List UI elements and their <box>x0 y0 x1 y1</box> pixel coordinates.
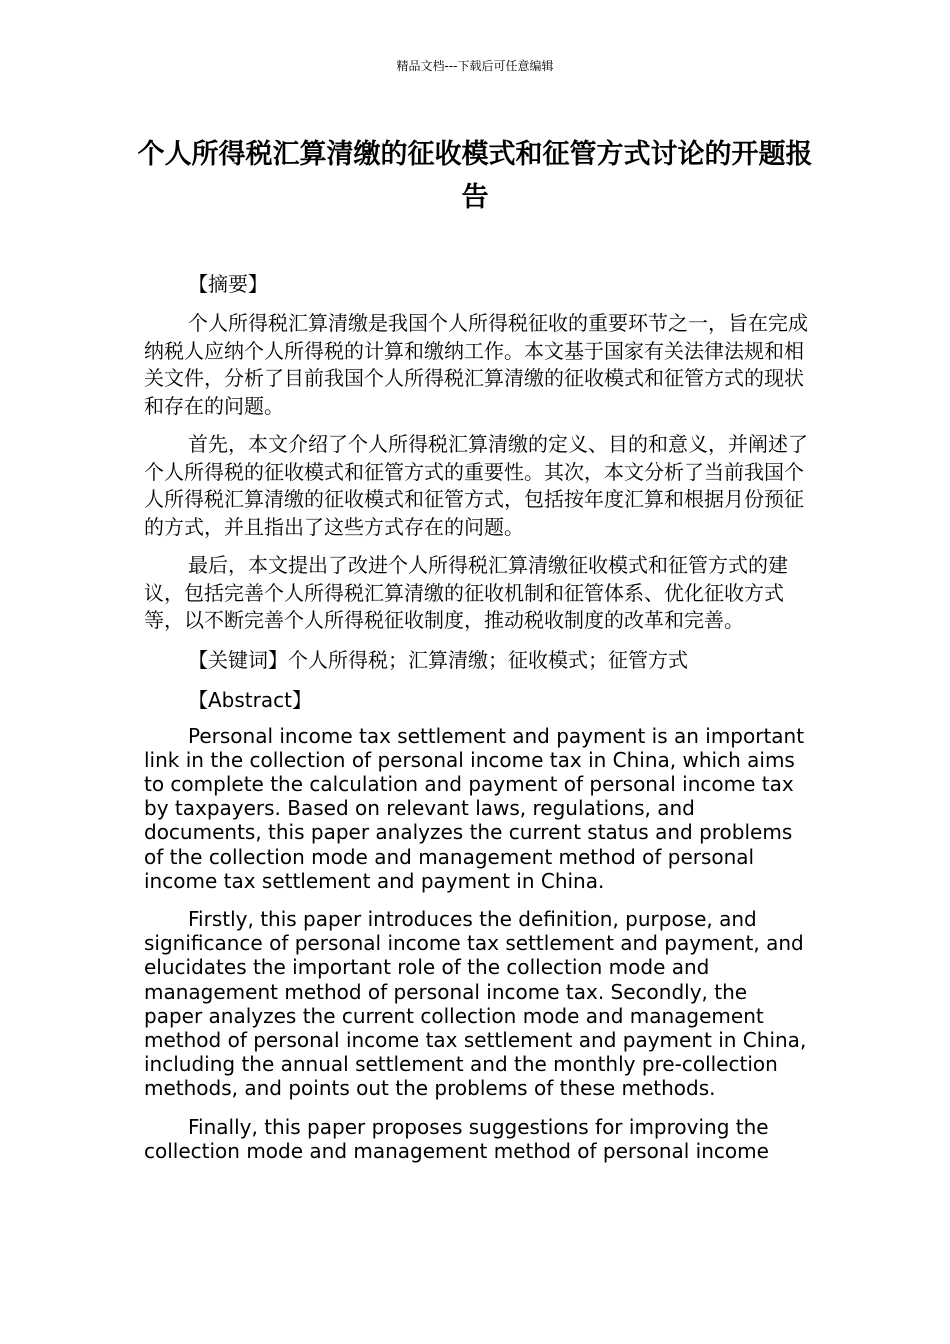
abstract-zh-paragraph-1: 个人所得税汇算清缴是我国个人所得税征收的重要环节之一，旨在完成纳税人应纳个人所得税的计算和缴纳工作。本文基于国家有关法律法规和相关文件，分析了目前我国个人所得税汇算清缴的征收模式和征管方式的现状和存在的问题。 <box>144 311 808 418</box>
page-header-note: 精品文档---下载后可任意编辑 <box>396 59 554 73</box>
document-title: 个人所得税汇算清缴的征收模式和征管方式讨论的开题报告 <box>137 139 813 213</box>
abstract-en-paragraph-2: Firstly, this paper introduces the definition, purpose, and significance of personal income tax settlement and payment, and elucidates the important role of the collection mode and management method of personal income tax. Secondly, the paper analyzes the current collection mode and management method of personal income tax settlement and payment in China, including the annual settlement and the monthly pre-collection methods, and points out the problems of these methods. <box>144 906 807 1101</box>
document-body <box>144 270 808 1177</box>
abstract-zh-paragraph-3: 最后，本文提出了改进个人所得税汇算清缴征收模式和征管方式的建议，包括完善个人所得税汇算清缴的征收机制和征管体系、优化征收方式等，以不断完善个人所得税征收制度，推动税收制度的改革和完善。 <box>144 553 788 632</box>
abstract-en-paragraph-1: Personal income tax settlement and payment is an important link in the collection of personal income tax in China, which aims to complete the calculation and payment of personal income tax by taxpayers. Based on relevant laws, regulations, and documents, this paper analyzes the current status and problems of the collection mode and management method of personal income tax settlement and payment in China. <box>144 723 805 893</box>
keywords-zh: 【关键词】个人所得税；汇算清缴；征收模式；征管方式 <box>188 647 688 672</box>
abstract-zh-paragraph-2: 首先，本文介绍了个人所得税汇算清缴的定义、目的和意义，并阐述了个人所得税的征收模式和征管方式的重要性。其次，本文分析了当前我国个人所得税汇算清缴的征收模式和征管方式，包括按年度汇算和根据月份预征的方式，并且指出了这些方式存在的问题。 <box>144 432 808 539</box>
abstract-en-heading: 【Abstract】 <box>188 687 312 712</box>
abstract-en-paragraph-3: Finally, this paper proposes suggestions for improving the collection mode and management method of personal income <box>144 1114 769 1163</box>
abstract-zh-heading: 【摘要】 <box>188 272 268 296</box>
